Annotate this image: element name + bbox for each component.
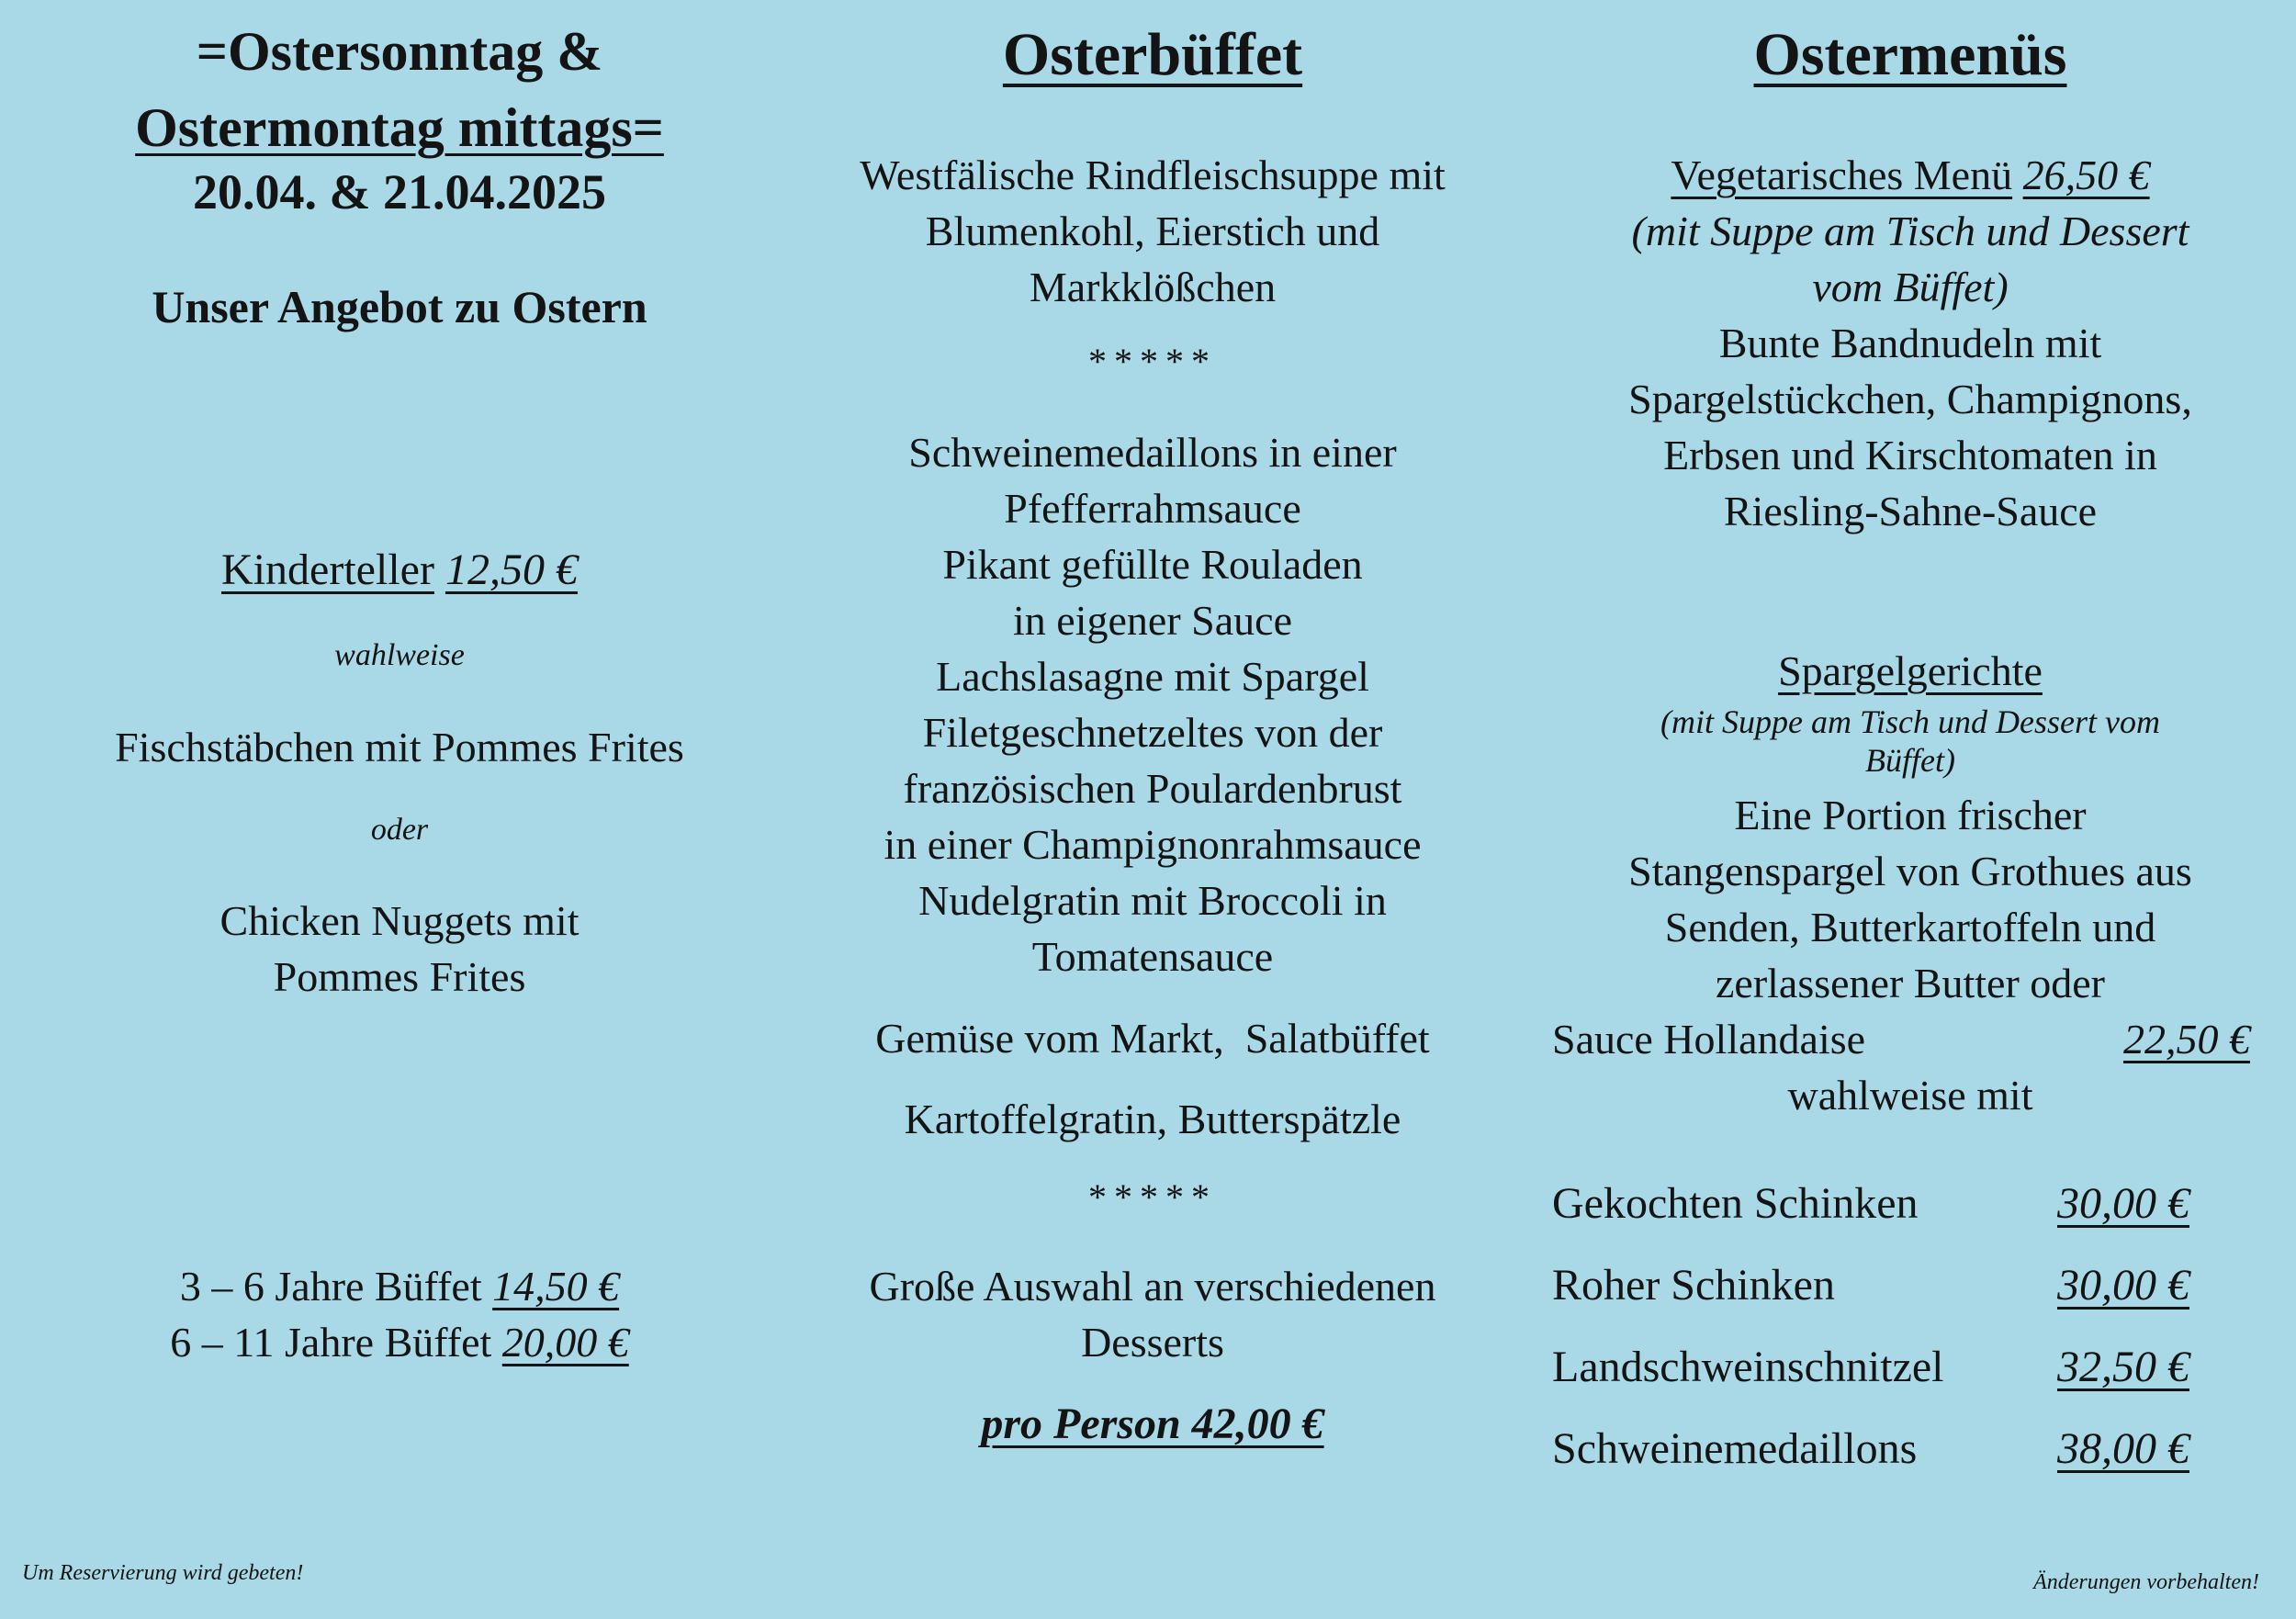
soup-line: Blumenkohl, Eierstich und bbox=[925, 208, 1380, 254]
asparagus-desc-line: Senden, Butterkartoffeln und bbox=[1664, 904, 2156, 950]
extra-label: Landschweinschnitzel bbox=[1552, 1343, 1944, 1391]
extra-price: 30,00 € bbox=[2057, 1261, 2189, 1310]
veg-desc-line: Erbsen und Kirschtomaten in bbox=[1663, 432, 2157, 478]
mains-line: Pikant gefüllte Rouladen bbox=[942, 541, 1363, 588]
buffet-heading: Osterbüffet bbox=[1002, 21, 1303, 88]
dessert-line: Desserts bbox=[1081, 1319, 1224, 1366]
mains-line: Nudelgratin mit Broccoli in bbox=[918, 877, 1387, 924]
mains-line: französischen Poulardenbrust bbox=[903, 765, 1402, 812]
veg-menu-label: Vegetarisches Menü bbox=[1671, 152, 2013, 198]
mains-line: Schweinemedaillons in einer bbox=[908, 429, 1397, 476]
buffet-price: pro Person 42,00 € bbox=[981, 1400, 1324, 1448]
title-line-2: Ostermontag mittags= bbox=[135, 97, 664, 158]
kids-option-1: Fischstäbchen mit Pommes Frites bbox=[115, 724, 684, 770]
asparagus-desc-line: zerlassener Butter oder bbox=[1715, 960, 2106, 1006]
mains-line: Filetgeschnetzeltes von der bbox=[922, 709, 1383, 756]
kinderteller-label: Kinderteller bbox=[221, 545, 434, 594]
extra-label: Schweinemedaillons bbox=[1552, 1424, 1918, 1473]
extra-label: Roher Schinken bbox=[1552, 1261, 1835, 1310]
extra-label: Gekochten Schinken bbox=[1552, 1179, 1919, 1228]
veg-note-line: vom Büffet) bbox=[1812, 264, 2009, 310]
asparagus-note-line: (mit Suppe am Tisch und Dessert vom bbox=[1660, 703, 2160, 740]
veg-note-line: (mit Suppe am Tisch und Dessert bbox=[1631, 208, 2189, 254]
mains-line: Tomatensauce bbox=[1031, 933, 1274, 980]
dates: 20.04. & 21.04.2025 bbox=[193, 164, 606, 219]
sides-line-1: Gemüse vom Markt, Salatbüffet bbox=[875, 1015, 1430, 1062]
extra-price: 32,50 € bbox=[2057, 1343, 2189, 1391]
changes-note: Änderungen vorbehalten! bbox=[2033, 1570, 2259, 1594]
separator: ***** bbox=[1088, 341, 1217, 382]
choice-with-label: wahlweise mit bbox=[1787, 1072, 2033, 1119]
or-label: oder bbox=[370, 813, 429, 847]
choice-label: wahlweise bbox=[334, 638, 465, 672]
asparagus-desc-line: Stangenspargel von Grothues aus bbox=[1628, 848, 2192, 894]
mains-line: in eigener Sauce bbox=[1013, 597, 1292, 644]
mains-line: Lachslasagne mit Spargel bbox=[936, 653, 1369, 700]
asparagus-title: Spargelgerichte bbox=[1778, 647, 2043, 694]
asparagus-desc-line: Eine Portion frischer bbox=[1734, 792, 2087, 838]
kids-buffet-age-2-label: 6 – 11 Jahre Büffet bbox=[170, 1319, 492, 1366]
title-line-1: =Ostersonntag & bbox=[196, 21, 603, 82]
reservation-note: Um Reservierung wird gebeten! bbox=[22, 1561, 304, 1585]
kids-option-2-line-2: Pommes Frites bbox=[273, 953, 526, 1000]
kids-buffet-age-1-price: 14,50 € bbox=[492, 1263, 620, 1310]
kinderteller-price: 12,50 € bbox=[445, 545, 578, 594]
dessert-line: Große Auswahl an verschiedenen bbox=[869, 1263, 1436, 1310]
hollandaise-label: Sauce Hollandaise bbox=[1552, 1016, 1866, 1062]
extra-price: 30,00 € bbox=[2057, 1179, 2189, 1228]
menus-heading: Ostermenüs bbox=[1753, 21, 2067, 88]
kids-buffet-age-2-price: 20,00 € bbox=[501, 1319, 629, 1366]
extra-price: 38,00 € bbox=[2057, 1424, 2189, 1473]
separator: ***** bbox=[1088, 1176, 1217, 1218]
asparagus-note-line: Büffet) bbox=[1865, 742, 1955, 779]
hollandaise-price: 22,50 € bbox=[2123, 1016, 2250, 1062]
kids-buffet-age-1-label: 3 – 6 Jahre Büffet bbox=[179, 1263, 482, 1310]
veg-desc-line: Bunte Bandnudeln mit bbox=[1718, 320, 2102, 366]
kids-buffet-age-2 bbox=[37, 1314, 762, 1370]
veg-desc-line: Riesling-Sahne-Sauce bbox=[1723, 488, 2098, 534]
mains-line: in einer Champignonrahmsauce bbox=[884, 821, 1422, 868]
sides-line-2: Kartoffelgratin, Butterspätzle bbox=[904, 1096, 1401, 1142]
subtitle: Unser Angebot zu Ostern bbox=[152, 281, 647, 332]
soup-line: Markklößchen bbox=[1029, 264, 1277, 310]
kinderteller bbox=[37, 542, 762, 598]
kids-option-2-line-1: Chicken Nuggets mit bbox=[219, 897, 580, 944]
kids-buffet-age-1 bbox=[37, 1258, 762, 1314]
soup-line: Westfälische Rindfleischsuppe mit bbox=[860, 152, 1446, 198]
mains-line: Pfefferrahmsauce bbox=[1004, 485, 1301, 532]
veg-desc-line: Spargelstückchen, Champignons, bbox=[1628, 376, 2192, 422]
veg-menu-price: 26,50 € bbox=[2022, 152, 2150, 198]
veg-menu-title bbox=[1543, 147, 2278, 203]
